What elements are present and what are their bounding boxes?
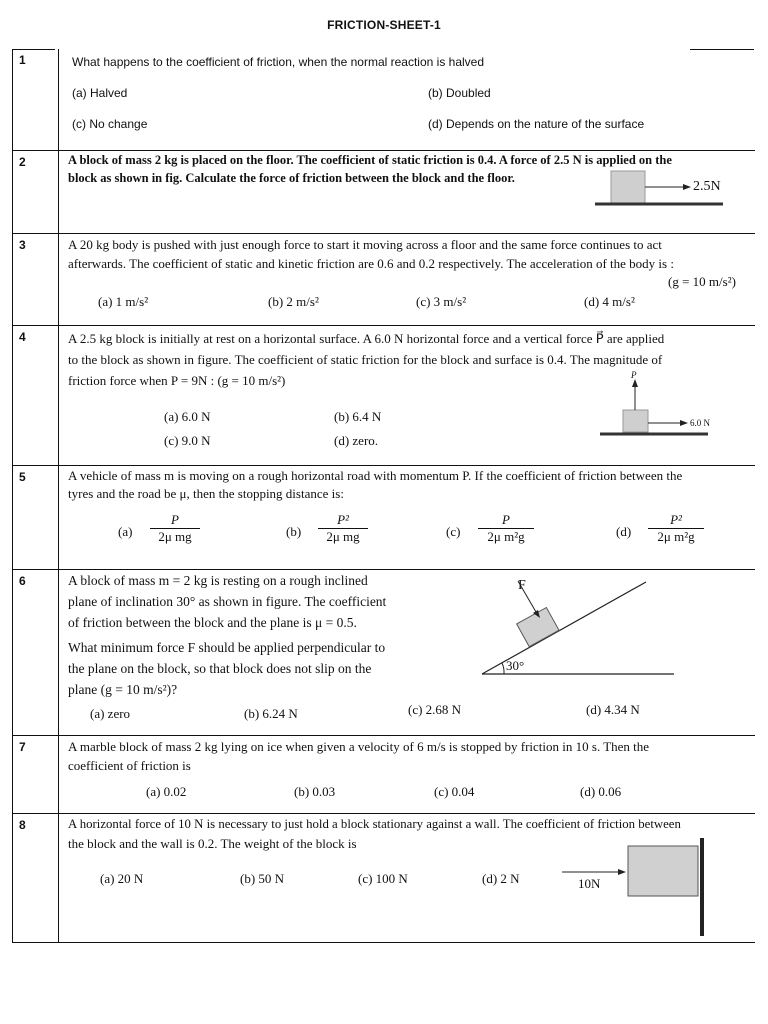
question-number: 8 [13, 814, 59, 942]
denominator: 2μ mg [326, 529, 360, 544]
question-text: What happens to the coefficient of friction, when the normal reaction is halved [72, 55, 485, 69]
question-text-line-6: plane (g = 10 m/s²)? [68, 682, 178, 697]
question-number: 7 [13, 736, 59, 813]
option-b: (b) 6.4 N [334, 409, 382, 424]
option-c-label: (c) [446, 524, 461, 539]
force-label: 2.5N [693, 179, 721, 194]
option-b: (b) 0.03 [294, 784, 336, 799]
question-row-3 [12, 233, 755, 325]
question-text-line-1: A marble block of mass 2 kg lying on ice when given a velocity of 6 m/s is stopped by friction in 10 s. Then the [68, 739, 650, 754]
option-d: (d) zero. [334, 433, 379, 448]
numerator: P² [648, 512, 704, 529]
force-label: F [518, 578, 526, 593]
question-text-line-2: afterwards. The coefficient of static and kinetic friction are 0.6 and 0.2 respectively. The acceleration of the body is : [68, 256, 674, 271]
vertical-force-label: P⃗ [631, 370, 644, 380]
option-c: (c) 3 m/s² [416, 294, 467, 309]
question-number: 1 [13, 49, 59, 150]
question-text-line-3: of friction between the block and the plane is μ = 0.5. [68, 615, 357, 630]
option-d: (d) 4 m/s² [584, 294, 635, 309]
option-b: (b) 2 m/s² [268, 294, 319, 309]
question-number: 6 [13, 570, 59, 735]
question-row-8 [12, 813, 755, 942]
question-text-line-3: friction force when P = 9N : (g = 10 m/s²) [68, 373, 286, 388]
option-c: (c) 0.04 [434, 784, 475, 799]
question-row-6 [12, 569, 755, 735]
table-bottom-border [12, 942, 755, 943]
question-text-line-2: to the block as shown in figure. The coefficient of static friction for the block and surface is 0.4. The magnitude of [68, 352, 663, 367]
option-d: (d) 0.06 [580, 784, 622, 799]
question-text-line-2: the block and the wall is 0.2. The weight of the block is [68, 836, 357, 851]
question-number: 4 [13, 326, 59, 465]
block-two-force-diagram [598, 371, 758, 443]
question-text-line-1: A block of mass m = 2 kg is resting on a rough inclined [68, 573, 368, 588]
option-d: (d) 2 N [482, 871, 520, 886]
question-text-line-1: A block of mass 2 kg is placed on the floor. The coefficient of static friction is 0.4. A force of 2.5 N is applied on the [68, 153, 672, 167]
option-c: (c) 9.0 N [164, 433, 211, 448]
question-text-line-2: tyres and the road be μ, then the stopping distance is: [68, 486, 344, 501]
gravity-note: (g = 10 m/s²) [668, 274, 736, 289]
question-text-line-2: block as shown in fig. Calculate the force of friction between the block and the floor. [68, 171, 515, 185]
option-c: (c) 100 N [358, 871, 408, 886]
angle-label: 30° [506, 658, 525, 673]
question-row-1 [12, 49, 755, 150]
question-text-line-5: the plane on the block, so that block does not slip on the [68, 661, 372, 676]
block-force-diagram [593, 167, 753, 217]
option-d-fraction [648, 512, 704, 545]
question-row-4 [12, 325, 755, 465]
numerator: P [478, 512, 534, 529]
option-a-label: (a) [118, 524, 133, 539]
option-a: (a) 0.02 [146, 784, 187, 799]
option-d: (d) 4.34 N [586, 702, 640, 717]
force-label: 10N [578, 876, 601, 891]
question-number: 5 [13, 466, 59, 569]
option-a: (a) 20 N [100, 871, 144, 886]
question-text-line-1: A 20 kg body is pushed with just enough force to start it moving across a floor and the same force continues to act [68, 237, 662, 252]
option-b-label: (b) [286, 524, 302, 539]
sheet-title: FRICTION-SHEET-1 [327, 18, 441, 32]
option-c: (c) 2.68 N [408, 702, 462, 717]
question-row-5 [12, 465, 755, 569]
option-b: (b) 50 N [240, 871, 285, 886]
question-number: 2 [13, 151, 59, 233]
option-b-fraction [318, 512, 368, 545]
question-text-line-1: A 2.5 kg block is initially at rest on a horizontal surface. A 6.0 N horizontal force and a vertical force P⃗ are applied [68, 331, 665, 346]
question-text-line-2: plane of inclination 30° as shown in figure. The coefficient [68, 594, 387, 609]
numerator: P [150, 512, 200, 529]
option-a: (a) Halved [72, 86, 128, 100]
numerator: P² [318, 512, 368, 529]
option-b: (b) 6.24 N [244, 706, 298, 721]
option-d-label: (d) [616, 524, 632, 539]
denominator: 2μ m²g [657, 529, 695, 544]
option-a: (a) zero [90, 706, 131, 721]
option-a-fraction [150, 512, 200, 545]
option-a: (a) 1 m/s² [98, 294, 149, 309]
denominator: 2μ m²g [487, 529, 525, 544]
option-b: (b) Doubled [428, 86, 491, 100]
question-text-line-1: A horizontal force of 10 N is necessary to just hold a block stationary against a wall. The coefficient of friction between [68, 817, 681, 831]
option-a: (a) 6.0 N [164, 409, 211, 424]
question-text-line-1: A vehicle of mass m is moving on a rough horizontal road with momentum P. If the coefficient of friction between the [68, 468, 683, 483]
question-number: 3 [13, 234, 59, 325]
option-d: (d) Depends on the nature of the surface [428, 117, 645, 131]
denominator: 2μ mg [158, 529, 192, 544]
question-text-line-2: coefficient of friction is [68, 758, 191, 773]
question-text-line-4: What minimum force F should be applied perpendicular to [68, 640, 386, 655]
question-row-2 [12, 150, 755, 233]
question-row-7 [12, 735, 755, 813]
option-c-fraction [478, 512, 534, 545]
horizontal-force-label: 6.0 N [690, 418, 710, 428]
option-c: (c) No change [72, 117, 148, 131]
